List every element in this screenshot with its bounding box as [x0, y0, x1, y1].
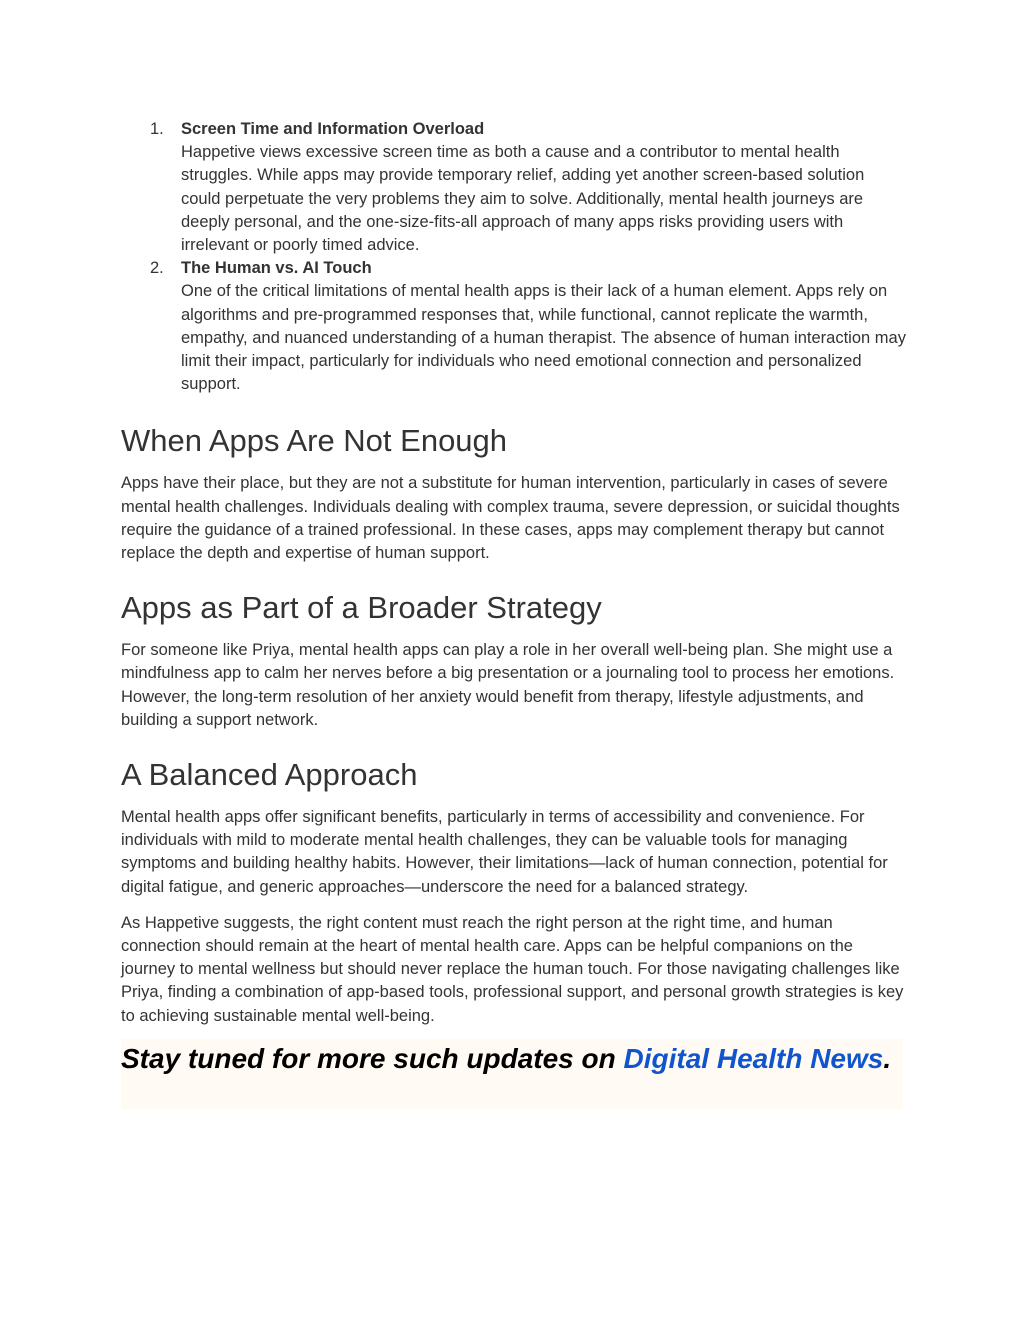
list-number: 1.	[150, 120, 164, 138]
section-heading: When Apps Are Not Enough	[121, 423, 508, 459]
document-page	[121, 118, 906, 1109]
paragraph: Apps have their place, but they are not a substitute for human intervention, particularly in cases of severe mental health challenges. Individuals dealing with complex trauma, severe depression, or suicidal thoughts require the guidance of a trained professional. In these cases, apps may complement therapy but cannot replace the depth and expertise of human support.	[121, 474, 900, 563]
cta-suffix: .	[883, 1042, 892, 1074]
list-item-title: The Human vs. AI Touch	[181, 259, 372, 278]
list-item-body: Happetive views excessive screen time as both a cause and a contributor to mental health struggles. While apps may provide temporary relief, adding yet another screen-based solution could perpetuate the very problems they aim to solve. Additionally, mental health journeys are deeply personal, and the one-size-fits-all approach of many apps risks providing users with irrelevant or poorly timed advice.	[181, 143, 865, 255]
section-heading: Apps as Part of a Broader Strategy	[121, 590, 602, 626]
paragraph: As Happetive suggests, the right content must reach the right person at the right time, and human connection should remain at the heart of mental health care. Apps can be helpful companions on the journey to mental wellness but should never replace the human touch. For those navigating challenges like Priya, finding a combination of app-based tools, professional support, and personal growth strategies is key to achieving sustainable mental well-being.	[121, 913, 904, 1025]
list-item-body: One of the critical limitations of mental health apps is their lack of a human element. Apps rely on algorithms and pre-programmed responses that, while functional, cannot replicate the warmth, empathy, and nuanced understanding of a human therapist. The absence of human interaction may limit their impact, particularly for individuals who need emotional connection and personalized support.	[181, 282, 906, 394]
cta-banner	[121, 1039, 903, 1109]
paragraph: For someone like Priya, mental health apps can play a role in her overall well-being plan. She might use a mindfulness app to calm her nerves before a big presentation or a journaling tool to process her emotions. However, the long-term resolution of her anxiety would benefit from therapy, lifestyle adjustments, and building a support network.	[121, 641, 895, 729]
digital-health-news-link[interactable]: Digital Health News	[623, 1042, 884, 1074]
list-item-title: Screen Time and Information Overload	[181, 120, 485, 138]
list-item	[121, 257, 906, 396]
numbered-list	[121, 118, 906, 396]
section-heading: A Balanced Approach	[121, 757, 418, 793]
list-item	[121, 118, 906, 257]
paragraph: Mental health apps offer significant benefits, particularly in terms of accessibility and convenience. For individuals with mild to moderate mental health challenges, they can be valuable tools for managing symptoms and building healthy habits. However, their limitations—lack of human connection, potential for digital fatigue, and generic approaches—underscore the need for a balanced strategy.	[121, 808, 888, 896]
list-number: 2.	[150, 259, 164, 278]
cta-text	[121, 1039, 891, 1079]
cta-prefix: Stay tuned for more such updates on	[121, 1042, 624, 1074]
